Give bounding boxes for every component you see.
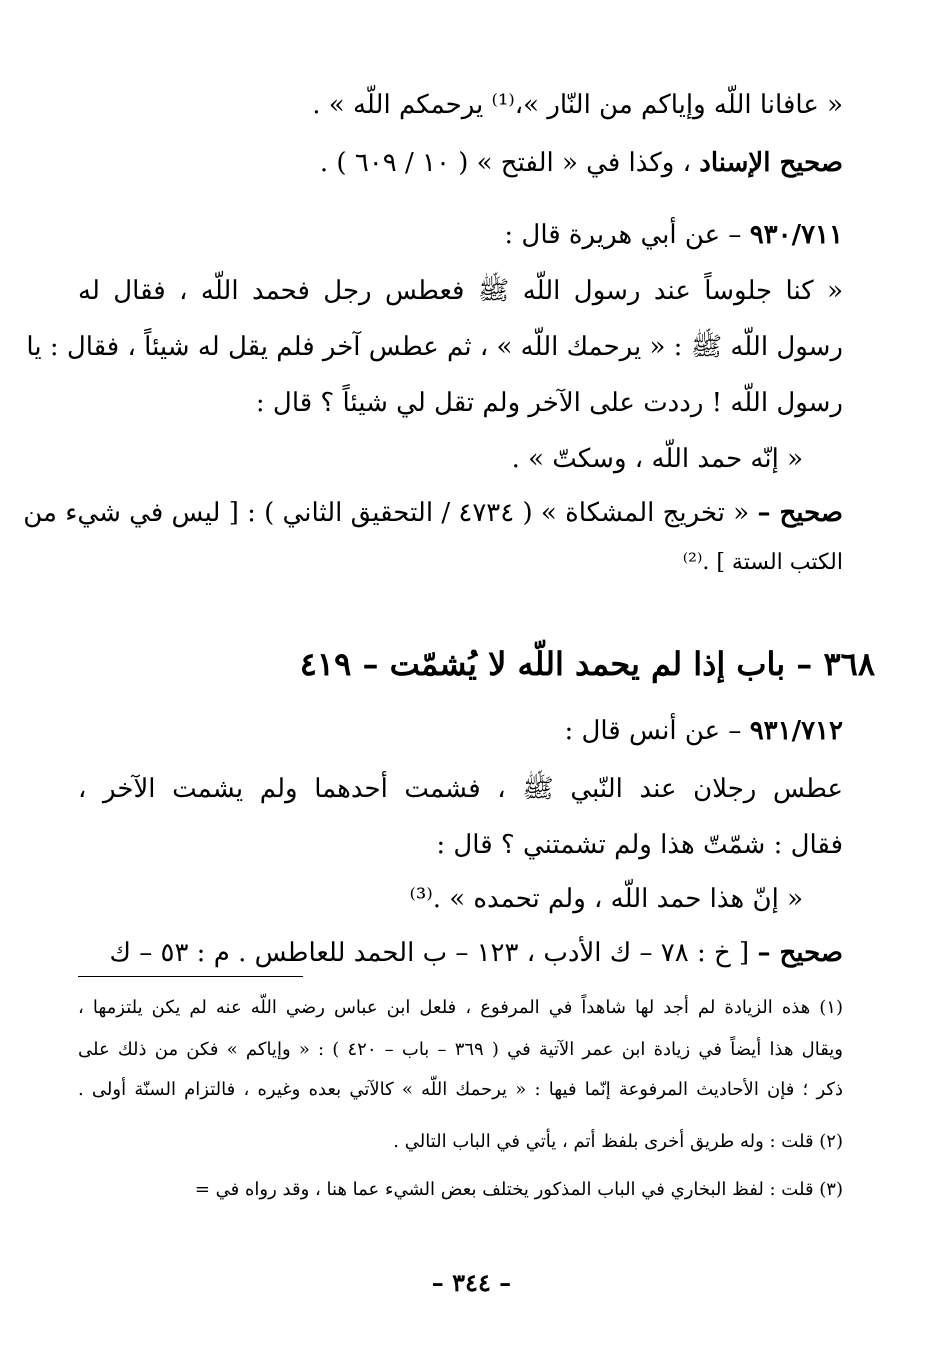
chapter-heading: ٣٦٨ – باب إذا لم يحمد اللّه لا يُشمّت – ٤١٩ <box>299 645 875 683</box>
text-line-1: « عافانا اللّه وإياكم من النّار »،⁽¹⁾ يرحمكم اللّه » . <box>312 90 843 120</box>
grade-label: صحيح – <box>757 498 843 528</box>
hadith-712-line-1: عطس رجلان عند النّبي ﷺ ، فشمت أحدهما ولم يشمت الآخر ، <box>78 774 843 804</box>
hadith-number: ٩٣٠/٧١١ <box>749 220 843 250</box>
hadith-711-line-3: رسول اللّه ! رددت على الآخر ولم تقل لي شيئاً ؟ قال : <box>255 388 843 418</box>
grade-reference: « تخريج المشكاة » ( ٤٧٣٤ / التحقيق الثاني ) : [ ليس في شيء من <box>23 498 758 528</box>
hadith-712-line-3: « إنّ هذا حمد اللّه ، ولم تحمده » .⁽³⁾ <box>409 884 803 914</box>
footnote-1-line-1: (١) هذه الزيادة لم أجد لها شاهداً في المرفوع ، فلعل ابن عباس رضي اللّه عنه لم يكن يلتزمها ، <box>78 997 843 1018</box>
grade-reference: ، وكذا في « الفتح » ( ١٠ / ٦٠٩ ) . <box>319 148 691 178</box>
hadith-number: ٩٣١/٧١٢ <box>749 716 843 746</box>
document-page-lower <box>26 0 843 1358</box>
page-number: – ٣٤٤ – <box>431 1268 512 1297</box>
hadith-narrator: – عن أبي هريرة قال : <box>504 220 750 250</box>
hadith-712-header <box>78 714 843 748</box>
footnote-1-line-2: ويقال هذا أيضاً في زيادة ابن عمر الآتية في ( ٣٦٩ – باب – ٤٢٠ ) : « وإياكم » فكن من ذلك على <box>78 1039 843 1060</box>
footnote-3: (٣) قلت : لفظ البخاري في الباب المذكور يختلف بعض الشيء عما هنا ، وقد رواه في = <box>194 1179 843 1200</box>
hadith-711-line-2: رسول اللّه ﷺ : « يرحمك اللّه » ، ثم عطس آخر فلم يقل له شيئاً ، فقال : يا <box>26 332 843 362</box>
grade-reference: [ خ : ٧٨ – ك الأدب ، ١٢٣ – ب الحمد للعاطس . م : ٥٣ – ك <box>109 938 758 968</box>
hadith-712-line-2: فقال : شمّتّ هذا ولم تشمتني ؟ قال : <box>436 830 843 860</box>
hadith-711-line-4: « إنّه حمد اللّه ، وسكتّ » . <box>511 444 803 474</box>
hadith-711-line-1: « كنا جلوساً عند رسول اللّه ﷺ فعطس رجل فحمد اللّه ، فقال له <box>78 276 843 306</box>
grade-label: صحيح الإسناد <box>699 148 843 178</box>
hadith-711-grade-cont: الكتب الستة ] .⁽²⁾ <box>682 550 843 575</box>
hadith-712-grade <box>78 936 843 970</box>
hadith-narrator: – عن أنس قال : <box>564 716 750 746</box>
footnote-1-line-3: ذكر ؛ فإن الأحاديث المرفوعة إنّما فيها : « يرحمك اللّه » كالآتي بعده وغيره ، فالتزام السنّة أولى . <box>78 1079 843 1100</box>
footnote-divider <box>78 976 303 977</box>
grade-label: صحيح – <box>757 938 843 968</box>
footnote-2: (٢) قلت : وله طريق أخرى بلفظ أتم ، يأتي في الباب التالي . <box>393 1131 843 1152</box>
